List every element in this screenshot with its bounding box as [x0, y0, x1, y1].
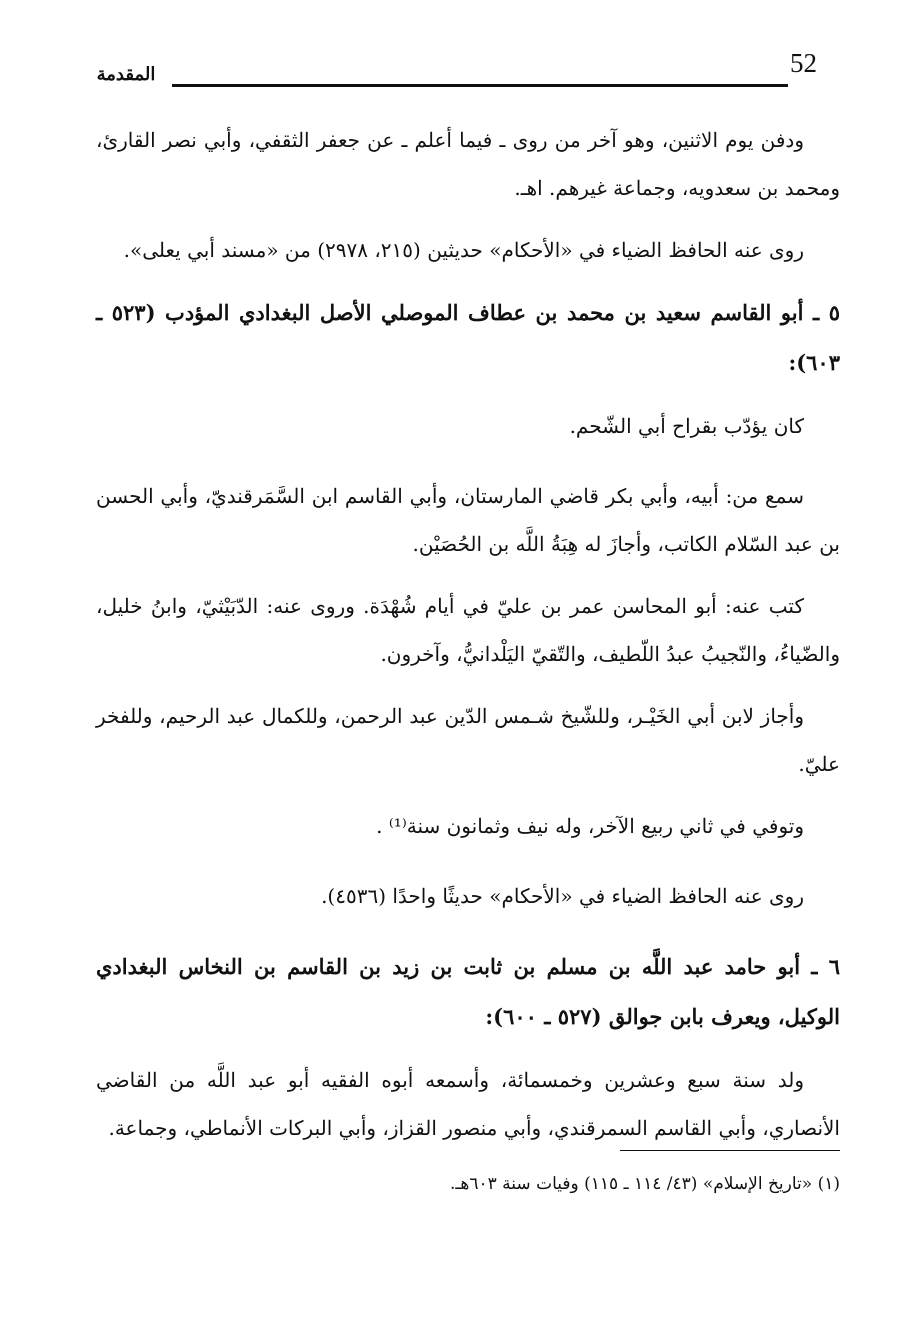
page-number: 52	[790, 48, 817, 78]
paragraph: روى عنه الحافظ الضياء في «الأحكام» حديثين (٢١٥، ٢٩٧٨) من «مسند أبي يعلى».	[123, 238, 804, 262]
paragraph: وتوفي في ثاني ربيع الآخر، وله نيف وثمانون سنة⁽¹⁾ .	[376, 814, 804, 838]
paragraph: روى عنه الحافظ الضياء في «الأحكام» حديثًا واحدًا (٤٥٣٦).	[321, 884, 804, 908]
header-rule	[172, 84, 788, 87]
running-title: المقدمة	[96, 64, 156, 85]
page-body	[96, 116, 840, 1166]
page-header	[0, 0, 916, 110]
biography-heading: ٦ ـ أبو حامد عبد اللَّه بن مسلم بن ثابت بن زيد بن القاسم بن النخاس البغدادي الوكيل، ويعرف بابن جوالق (٥٢٧ ـ ٦٠٠):	[96, 954, 840, 1029]
paragraph: وأجاز لابن أبي الخَيْـر، وللشّيخ شـمس الدّين عبد الرحمن، وللكمال عبد الرحيم، وللفخر عليّ.	[96, 704, 840, 776]
paragraph: ودفن يوم الاثنين، وهو آخر من روى ـ فيما أعلم ـ عن جعفر الثقفي، وأبي نصر القارئ، ومحمد بن سعدويه، وجماعة غيرهم. اهـ.	[96, 128, 840, 200]
paragraph: كان يؤدّب بقراح أبي الشّحم.	[569, 414, 804, 438]
footnote-rule	[620, 1150, 840, 1151]
biography-heading: ٥ ـ أبو القاسم سعيد بن محمد بن عطاف الموصلي الأصل البغدادي المؤدب (٥٢٣ ـ ٦٠٣):	[96, 300, 840, 375]
footnote: (١) «تاريخ الإسلام» (٤٣/ ١١٤ ـ ١١٥) وفيات سنة ٦٠٣هـ.	[450, 1174, 840, 1194]
paragraph: ولد سنة سبع وعشرين وخمسمائة، وأسمعه أبوه الفقيه أبو عبد اللَّه من القاضي الأنصاري، وأبي القاسم السمرقندي، وأبي منصور القزاز، وأبي البركات الأنماطي، وجماعة.	[96, 1068, 840, 1140]
paragraph: سمع من: أبيه، وأبي بكر قاضي المارستان، وأبي القاسم ابن السَّمَرقنديّ، وأبي الحسن بن عبد السّلام الكاتب، وأجازَ له هِبَةُ اللَّه بن الحُصَيْن.	[96, 484, 840, 556]
paragraph: كتب عنه: أبو المحاسن عمر بن عليّ في أيام شُهْدَة. وروى عنه: الدّبَيْثيّ، وابنُ خليل، والضّياءُ، والنّجيبُ عبدُ اللّطيف، والتّقيّ اليَلْدانيُّ، وآخرون.	[96, 594, 840, 666]
